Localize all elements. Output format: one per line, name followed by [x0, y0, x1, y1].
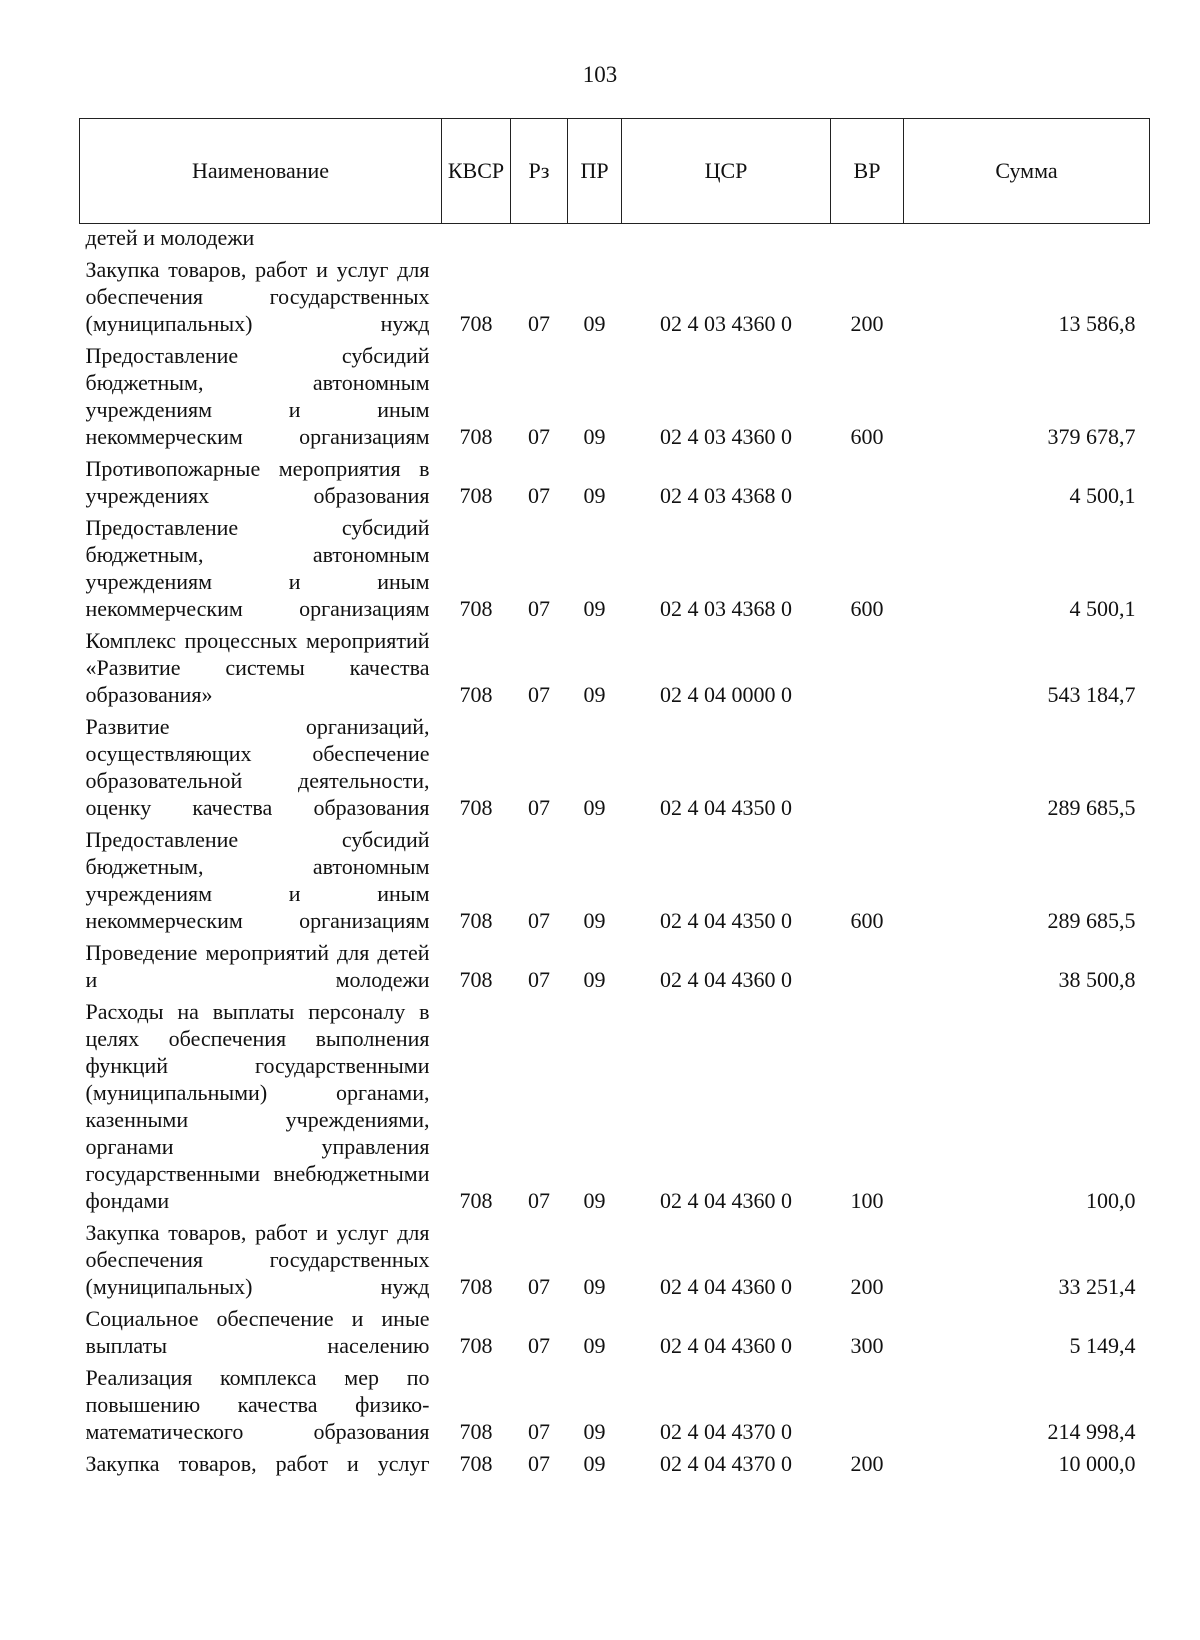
- cell-pr: 09: [583, 1188, 606, 1213]
- header-kvsr: КВСР: [442, 119, 511, 224]
- table-body: [80, 224, 1150, 1478]
- table-row: [80, 224, 1150, 252]
- table-row: [80, 821, 1150, 934]
- cell-name: Реализация комплекса мер по повышению качества физико-математического образования: [85, 1365, 430, 1444]
- cell-pr: 09: [583, 1333, 606, 1358]
- cell-vr: [831, 708, 904, 821]
- cell-vr: 600: [850, 424, 884, 449]
- cell-csr: 02 4 04 4360 0: [660, 1333, 792, 1358]
- cell-vr: 100: [850, 1188, 884, 1213]
- cell-pr: [568, 224, 622, 252]
- cell-sum: 5 149,4: [1069, 1333, 1136, 1358]
- cell-name: детей и молодежи: [85, 225, 255, 250]
- cell-vr: [831, 622, 904, 708]
- cell-csr: 02 4 04 4350 0: [660, 795, 792, 820]
- table-row: [80, 993, 1150, 1214]
- cell-csr: 02 4 04 0000 0: [660, 682, 792, 707]
- cell-csr: 02 4 03 4360 0: [660, 311, 792, 336]
- cell-sum: 289 685,5: [1047, 795, 1136, 820]
- cell-sum: 33 251,4: [1058, 1274, 1136, 1299]
- cell-kvsr: 708: [459, 596, 493, 621]
- cell-rz: 07: [528, 795, 550, 820]
- cell-kvsr: [442, 224, 511, 252]
- cell-pr: 09: [583, 1419, 606, 1444]
- cell-kvsr: 708: [459, 483, 493, 508]
- header-csr: ЦСР: [622, 119, 831, 224]
- cell-csr: 02 4 04 4370 0: [660, 1419, 792, 1444]
- cell-rz: 07: [528, 1333, 550, 1358]
- cell-sum: 4 500,1: [1069, 596, 1136, 621]
- cell-rz: 07: [528, 1274, 550, 1299]
- cell-name: Развитие организаций, осуществляющих обеспечение образовательной деятельности, оценку качества образования: [85, 714, 430, 820]
- cell-rz: 07: [528, 596, 550, 621]
- cell-pr: 09: [583, 596, 606, 621]
- cell-name: Предоставление субсидий бюджетным, автономным учреждениям и иным некоммерческим организациям: [85, 827, 430, 933]
- cell-kvsr: 708: [459, 1333, 493, 1358]
- cell-pr: 09: [583, 311, 606, 336]
- cell-rz: 07: [528, 1419, 550, 1444]
- cell-csr: [622, 224, 831, 252]
- budget-table: [79, 118, 1150, 1477]
- cell-name: Расходы на выплаты персоналу в целях обеспечения выполнения функций государственными (муниципальными) органами, казенными учреждениями, органами управления государственными внебюджетными фондами: [85, 999, 430, 1213]
- cell-name: Противопожарные мероприятия в учреждениях образования: [85, 456, 430, 508]
- cell-kvsr: 708: [459, 424, 493, 449]
- table-row: [80, 509, 1150, 622]
- cell-name: Закупка товаров, работ и услуг: [85, 1451, 430, 1476]
- cell-name: Социальное обеспечение и иные выплаты населению: [85, 1306, 430, 1358]
- cell-rz: 07: [528, 1188, 550, 1213]
- table-row: [80, 337, 1150, 450]
- cell-vr: [831, 934, 904, 993]
- cell-pr: 09: [583, 424, 606, 449]
- cell-csr: 02 4 03 4368 0: [660, 483, 792, 508]
- cell-kvsr: 708: [459, 1451, 493, 1476]
- cell-csr: 02 4 03 4368 0: [660, 596, 792, 621]
- cell-sum: 13 586,8: [1058, 311, 1136, 336]
- cell-name: Предоставление субсидий бюджетным, автономным учреждениям и иным некоммерческим организациям: [85, 343, 430, 449]
- cell-csr: 02 4 04 4360 0: [660, 1188, 792, 1213]
- cell-rz: [511, 224, 568, 252]
- cell-csr: 02 4 03 4360 0: [660, 424, 792, 449]
- cell-kvsr: 708: [459, 967, 493, 992]
- cell-name: Закупка товаров, работ и услуг для обеспечения государственных (муниципальных) нужд: [85, 1220, 430, 1299]
- table-row: [80, 1300, 1150, 1359]
- table-row: [80, 1359, 1150, 1445]
- cell-kvsr: 708: [459, 1188, 493, 1213]
- cell-kvsr: 708: [459, 795, 493, 820]
- cell-vr: 200: [850, 1274, 884, 1299]
- table-row: [80, 1445, 1150, 1477]
- cell-sum: 214 998,4: [1047, 1419, 1136, 1444]
- header-name: Наименование: [80, 119, 442, 224]
- table-header: [80, 119, 1150, 224]
- page-number: 103: [582, 62, 618, 87]
- table-row: [80, 1214, 1150, 1300]
- table-row: [80, 934, 1150, 993]
- cell-rz: 07: [528, 967, 550, 992]
- cell-vr: 600: [850, 596, 884, 621]
- cell-name: Предоставление субсидий бюджетным, автономным учреждениям и иным некоммерческим организациям: [85, 515, 430, 621]
- header-sum: Сумма: [904, 119, 1150, 224]
- cell-csr: 02 4 04 4360 0: [660, 1274, 792, 1299]
- cell-sum: 38 500,8: [1058, 967, 1136, 992]
- cell-vr: [831, 224, 904, 252]
- header-vr: ВР: [831, 119, 904, 224]
- cell-rz: 07: [528, 682, 550, 707]
- header-pr: ПР: [568, 119, 622, 224]
- table-row: [80, 622, 1150, 708]
- cell-sum: 10 000,0: [1058, 1451, 1136, 1476]
- cell-csr: 02 4 04 4350 0: [660, 908, 792, 933]
- cell-vr: [831, 1359, 904, 1445]
- table-row: [80, 450, 1150, 509]
- cell-sum: 289 685,5: [1047, 908, 1136, 933]
- cell-rz: 07: [528, 483, 550, 508]
- cell-pr: 09: [583, 1274, 606, 1299]
- cell-name: Проведение мероприятий для детей и молодежи: [85, 940, 430, 992]
- cell-csr: 02 4 04 4370 0: [660, 1451, 792, 1476]
- cell-pr: 09: [583, 682, 606, 707]
- cell-sum: 4 500,1: [1069, 483, 1136, 508]
- header-rz: Рз: [511, 119, 568, 224]
- cell-pr: 09: [583, 483, 606, 508]
- cell-sum: 100,0: [1086, 1188, 1136, 1213]
- cell-vr: 600: [850, 908, 884, 933]
- cell-kvsr: 708: [459, 1419, 493, 1444]
- cell-rz: 07: [528, 424, 550, 449]
- cell-csr: 02 4 04 4360 0: [660, 967, 792, 992]
- cell-rz: 07: [528, 311, 550, 336]
- cell-rz: 07: [528, 1451, 550, 1476]
- cell-pr: 09: [583, 1451, 606, 1476]
- cell-vr: 200: [850, 311, 884, 336]
- cell-name: Комплекс процессных мероприятий «Развитие системы качества образования»: [85, 628, 430, 707]
- cell-pr: 09: [583, 908, 606, 933]
- cell-pr: 09: [583, 967, 606, 992]
- cell-sum: [904, 224, 1150, 252]
- cell-pr: 09: [583, 795, 606, 820]
- table-row: [80, 251, 1150, 337]
- cell-name: Закупка товаров, работ и услуг для обеспечения государственных (муниципальных) нужд: [85, 257, 430, 336]
- table-row: [80, 708, 1150, 821]
- cell-kvsr: 708: [459, 908, 493, 933]
- cell-vr: 200: [850, 1451, 884, 1476]
- cell-sum: 379 678,7: [1047, 424, 1136, 449]
- cell-vr: 300: [850, 1333, 884, 1358]
- cell-kvsr: 708: [459, 1274, 493, 1299]
- cell-kvsr: 708: [459, 311, 493, 336]
- cell-rz: 07: [528, 908, 550, 933]
- cell-vr: [831, 450, 904, 509]
- cell-kvsr: 708: [459, 682, 493, 707]
- cell-sum: 543 184,7: [1047, 682, 1136, 707]
